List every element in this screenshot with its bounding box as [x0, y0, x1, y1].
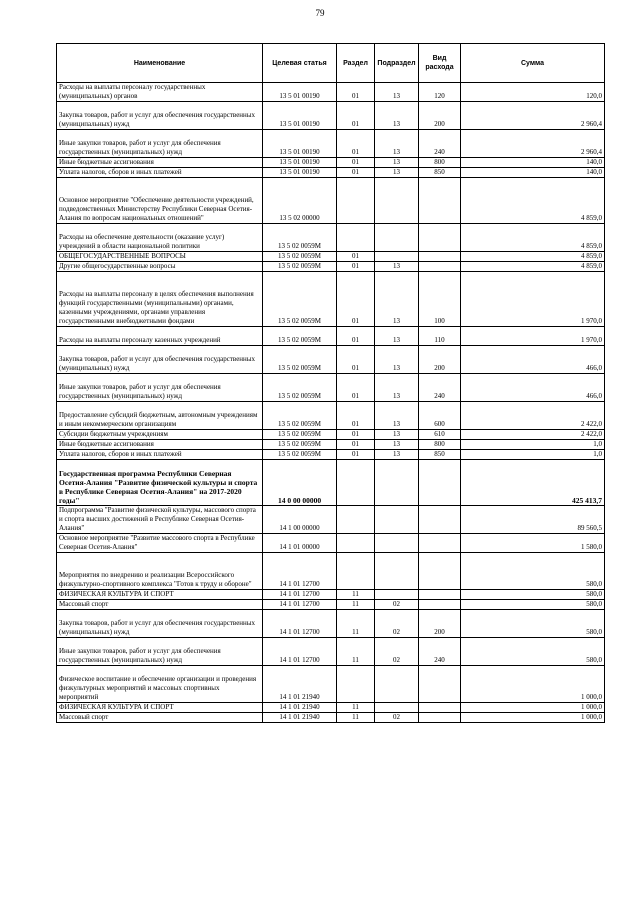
row-subsection: 02 — [375, 713, 419, 723]
row-target: 13 5 01 00190 — [263, 168, 337, 178]
row-name: Иные бюджетные ассигнования — [57, 158, 263, 168]
row-sum: 425 413,7 — [461, 460, 605, 506]
table-row — [57, 327, 605, 346]
row-target: 13 5 02 0059М — [263, 430, 337, 440]
table-row — [57, 130, 605, 158]
row-name: Расходы на выплаты персоналу государственных (муниципальных) органов — [57, 83, 263, 102]
table-row — [57, 506, 605, 534]
row-section: 11 — [337, 600, 375, 610]
row-section: 01 — [337, 130, 375, 158]
row-section: 01 — [337, 440, 375, 450]
row-section: 11 — [337, 713, 375, 723]
row-exp-type — [419, 460, 461, 506]
table-row — [57, 224, 605, 252]
row-subsection — [375, 460, 419, 506]
row-section: 01 — [337, 252, 375, 262]
row-subsection — [375, 178, 419, 224]
table-row — [57, 374, 605, 402]
row-subsection — [375, 534, 419, 553]
row-sum: 4 859,0 — [461, 252, 605, 262]
row-exp-type — [419, 590, 461, 600]
row-section — [337, 553, 375, 590]
row-target: 13 5 02 0059М — [263, 224, 337, 252]
row-section — [337, 460, 375, 506]
row-exp-type — [419, 713, 461, 723]
table-row — [57, 450, 605, 460]
row-sum: 2 960,4 — [461, 130, 605, 158]
row-name: Субсидии бюджетным учреждениям — [57, 430, 263, 440]
row-subsection: 13 — [375, 327, 419, 346]
row-name: Основное мероприятие "Развитие массового спорта в Республике Северная Осетия-Алания" — [57, 534, 263, 553]
row-name: Расходы на обеспечение деятельности (оказание услуг) учреждений в области национальной политики — [57, 224, 263, 252]
row-section: 01 — [337, 402, 375, 430]
row-exp-type: 110 — [419, 327, 461, 346]
table-row — [57, 102, 605, 130]
table-row — [57, 272, 605, 327]
row-subsection: 13 — [375, 346, 419, 374]
row-sum: 580,0 — [461, 600, 605, 610]
row-name: Мероприятия по внедрению и реализации Всероссийского физкультурно-спортивного комплекса "Готов к труду и обороне" — [57, 553, 263, 590]
row-sum: 1 970,0 — [461, 272, 605, 327]
row-target: 14 1 01 12700 — [263, 600, 337, 610]
row-subsection: 13 — [375, 168, 419, 178]
row-sum: 1 580,0 — [461, 534, 605, 553]
row-name: ФИЗИЧЕСКАЯ КУЛЬТУРА И СПОРТ — [57, 590, 263, 600]
row-section — [337, 534, 375, 553]
row-name: Закупка товаров, работ и услуг для обеспечения государственных (муниципальных) нужд — [57, 102, 263, 130]
header-section: Раздел — [337, 44, 375, 83]
table-row — [57, 703, 605, 713]
row-name: Иные закупки товаров, работ и услуг для обеспечения государственных (муниципальных) нужд — [57, 374, 263, 402]
row-target: 13 5 01 00190 — [263, 158, 337, 168]
table-row — [57, 638, 605, 666]
row-sum: 1 000,0 — [461, 703, 605, 713]
row-section: 01 — [337, 272, 375, 327]
row-exp-type: 200 — [419, 346, 461, 374]
row-section: 01 — [337, 262, 375, 272]
row-section: 01 — [337, 346, 375, 374]
row-target: 13 5 02 0059М — [263, 450, 337, 460]
row-exp-type: 240 — [419, 638, 461, 666]
table-row — [57, 553, 605, 590]
row-sum: 580,0 — [461, 638, 605, 666]
row-sum: 1 000,0 — [461, 713, 605, 723]
row-subsection: 02 — [375, 610, 419, 638]
row-section: 01 — [337, 158, 375, 168]
row-exp-type — [419, 252, 461, 262]
row-subsection: 13 — [375, 102, 419, 130]
row-subsection: 13 — [375, 402, 419, 430]
row-exp-type — [419, 600, 461, 610]
row-subsection: 13 — [375, 130, 419, 158]
table-header-row — [57, 44, 605, 83]
row-target: 13 5 02 0059М — [263, 272, 337, 327]
row-sum: 140,0 — [461, 158, 605, 168]
row-sum: 89 560,5 — [461, 506, 605, 534]
row-exp-type — [419, 178, 461, 224]
row-name: Иные закупки товаров, работ и услуг для обеспечения государственных (муниципальных) нужд — [57, 638, 263, 666]
row-section — [337, 666, 375, 703]
row-section: 01 — [337, 374, 375, 402]
row-section: 11 — [337, 703, 375, 713]
row-sum: 1,0 — [461, 450, 605, 460]
row-target: 13 5 02 0059М — [263, 402, 337, 430]
table-row — [57, 168, 605, 178]
row-sum: 466,0 — [461, 346, 605, 374]
row-exp-type: 800 — [419, 440, 461, 450]
row-exp-type — [419, 666, 461, 703]
row-subsection: 02 — [375, 600, 419, 610]
row-name: Массовый спорт — [57, 713, 263, 723]
row-name: Другие общегосударственные вопросы — [57, 262, 263, 272]
row-exp-type: 800 — [419, 158, 461, 168]
row-section: 11 — [337, 638, 375, 666]
row-section: 01 — [337, 450, 375, 460]
row-name: ФИЗИЧЕСКАЯ КУЛЬТУРА И СПОРТ — [57, 703, 263, 713]
row-sum: 580,0 — [461, 553, 605, 590]
budget-table — [56, 43, 605, 723]
row-name: ОБЩЕГОСУДАРСТВЕННЫЕ ВОПРОСЫ — [57, 252, 263, 262]
row-exp-type: 850 — [419, 168, 461, 178]
row-name: Иные закупки товаров, работ и услуг для обеспечения государственных (муниципальных) нужд — [57, 130, 263, 158]
table-row — [57, 430, 605, 440]
row-exp-type: 100 — [419, 272, 461, 327]
row-exp-type: 850 — [419, 450, 461, 460]
row-section: 01 — [337, 430, 375, 440]
table-body — [57, 83, 605, 723]
row-exp-type: 600 — [419, 402, 461, 430]
table-row — [57, 346, 605, 374]
row-target: 14 1 01 12700 — [263, 553, 337, 590]
row-exp-type — [419, 703, 461, 713]
row-exp-type — [419, 506, 461, 534]
row-target: 14 1 01 21940 — [263, 703, 337, 713]
row-sum: 4 859,0 — [461, 262, 605, 272]
row-exp-type — [419, 262, 461, 272]
row-section: 11 — [337, 610, 375, 638]
row-name: Основное мероприятие "Обеспечение деятельности учреждений, подведомственных Министерству Республики Северная Осетия-Алания по вопросам национальных отношений" — [57, 178, 263, 224]
row-subsection: 13 — [375, 158, 419, 168]
row-subsection: 13 — [375, 430, 419, 440]
row-target: 13 5 02 0059М — [263, 374, 337, 402]
row-target: 13 5 02 0059М — [263, 440, 337, 450]
row-subsection: 13 — [375, 83, 419, 102]
row-subsection — [375, 252, 419, 262]
row-target: 13 5 02 0059М — [263, 252, 337, 262]
table-row — [57, 262, 605, 272]
row-target: 13 5 02 00000 — [263, 178, 337, 224]
row-exp-type — [419, 553, 461, 590]
row-subsection — [375, 666, 419, 703]
row-sum: 120,0 — [461, 83, 605, 102]
table-row — [57, 158, 605, 168]
row-target: 14 0 00 00000 — [263, 460, 337, 506]
row-section: 01 — [337, 168, 375, 178]
row-subsection: 13 — [375, 440, 419, 450]
row-target: 14 1 01 12700 — [263, 638, 337, 666]
row-subsection: 02 — [375, 638, 419, 666]
row-subsection — [375, 553, 419, 590]
header-subsection: Подраздел — [375, 44, 419, 83]
row-section — [337, 224, 375, 252]
row-target: 13 5 02 0059М — [263, 346, 337, 374]
row-target: 14 1 01 12700 — [263, 590, 337, 600]
row-exp-type — [419, 534, 461, 553]
row-sum: 1 000,0 — [461, 666, 605, 703]
table-row — [57, 590, 605, 600]
row-name: Иные бюджетные ассигнования — [57, 440, 263, 450]
row-subsection: 13 — [375, 262, 419, 272]
table-row — [57, 252, 605, 262]
row-exp-type: 120 — [419, 83, 461, 102]
table-row — [57, 600, 605, 610]
row-sum: 4 859,0 — [461, 178, 605, 224]
row-target: 13 5 01 00190 — [263, 130, 337, 158]
row-target: 13 5 01 00190 — [263, 83, 337, 102]
row-section: 01 — [337, 83, 375, 102]
row-target: 13 5 01 00190 — [263, 102, 337, 130]
row-exp-type: 200 — [419, 610, 461, 638]
table-row — [57, 666, 605, 703]
table-row — [57, 610, 605, 638]
table-row — [57, 178, 605, 224]
row-name: Массовый спорт — [57, 600, 263, 610]
row-target: 14 1 00 00000 — [263, 506, 337, 534]
row-sum: 580,0 — [461, 590, 605, 600]
row-section: 11 — [337, 590, 375, 600]
table-row — [57, 460, 605, 506]
row-subsection: 13 — [375, 272, 419, 327]
row-exp-type: 240 — [419, 130, 461, 158]
row-sum: 466,0 — [461, 374, 605, 402]
row-subsection: 13 — [375, 450, 419, 460]
row-section: 01 — [337, 327, 375, 346]
row-name: Закупка товаров, работ и услуг для обеспечения государственных (муниципальных) нужд — [57, 346, 263, 374]
table-row — [57, 440, 605, 450]
row-name: Уплата налогов, сборов и иных платежей — [57, 450, 263, 460]
row-name: Уплата налогов, сборов и иных платежей — [57, 168, 263, 178]
row-section — [337, 506, 375, 534]
row-exp-type — [419, 224, 461, 252]
header-target: Целевая статья — [263, 44, 337, 83]
row-sum: 2 422,0 — [461, 402, 605, 430]
row-target: 14 1 01 00000 — [263, 534, 337, 553]
header-sum: Сумма — [461, 44, 605, 83]
row-name: Расходы на выплаты персоналу в целях обеспечения выполнения функций государственными (муниципальными) органами, казенными учреждениями, органами управления государственными внебюджетными фондами — [57, 272, 263, 327]
row-sum: 140,0 — [461, 168, 605, 178]
row-exp-type: 200 — [419, 102, 461, 130]
table-row — [57, 534, 605, 553]
row-name: Государственная программа Республики Северная Осетия-Алания "Развитие физической культуры и спорта в Республике Северная Осетия-Алания" на 2017-2020 годы" — [57, 460, 263, 506]
header-name: Наименование — [57, 44, 263, 83]
row-name: Предоставление субсидий бюджетным, автономным учреждениям и иным некоммерческим организациям — [57, 402, 263, 430]
row-sum: 2 960,4 — [461, 102, 605, 130]
row-subsection — [375, 703, 419, 713]
row-exp-type: 240 — [419, 374, 461, 402]
row-target: 13 5 02 0059М — [263, 262, 337, 272]
row-subsection — [375, 506, 419, 534]
row-sum: 2 422,0 — [461, 430, 605, 440]
row-name: Подпрограмма "Развитие физической культуры, массового спорта и спорта высших достижений в Республике Северная Осетия-Алания" — [57, 506, 263, 534]
row-name: Закупка товаров, работ и услуг для обеспечения государственных (муниципальных) нужд — [57, 610, 263, 638]
row-sum: 1,0 — [461, 440, 605, 450]
row-target: 14 1 01 12700 — [263, 610, 337, 638]
row-sum: 4 859,0 — [461, 224, 605, 252]
row-name: Физическое воспитание и обеспечение организации и проведения физкультурных мероприятий и массовых спортивных мероприятий — [57, 666, 263, 703]
table-row — [57, 83, 605, 102]
row-section — [337, 178, 375, 224]
row-sum: 580,0 — [461, 610, 605, 638]
page-number: 79 — [315, 8, 325, 18]
row-target: 14 1 01 21940 — [263, 713, 337, 723]
row-sum: 1 970,0 — [461, 327, 605, 346]
row-subsection — [375, 590, 419, 600]
table-row — [57, 713, 605, 723]
row-target: 13 5 02 0059М — [263, 327, 337, 346]
row-subsection — [375, 224, 419, 252]
row-subsection: 13 — [375, 374, 419, 402]
row-exp-type: 610 — [419, 430, 461, 440]
header-exp-type: Вид расхода — [419, 44, 461, 83]
row-name: Расходы на выплаты персоналу казенных учреждений — [57, 327, 263, 346]
row-target: 14 1 01 21940 — [263, 666, 337, 703]
row-section: 01 — [337, 102, 375, 130]
table-row — [57, 402, 605, 430]
